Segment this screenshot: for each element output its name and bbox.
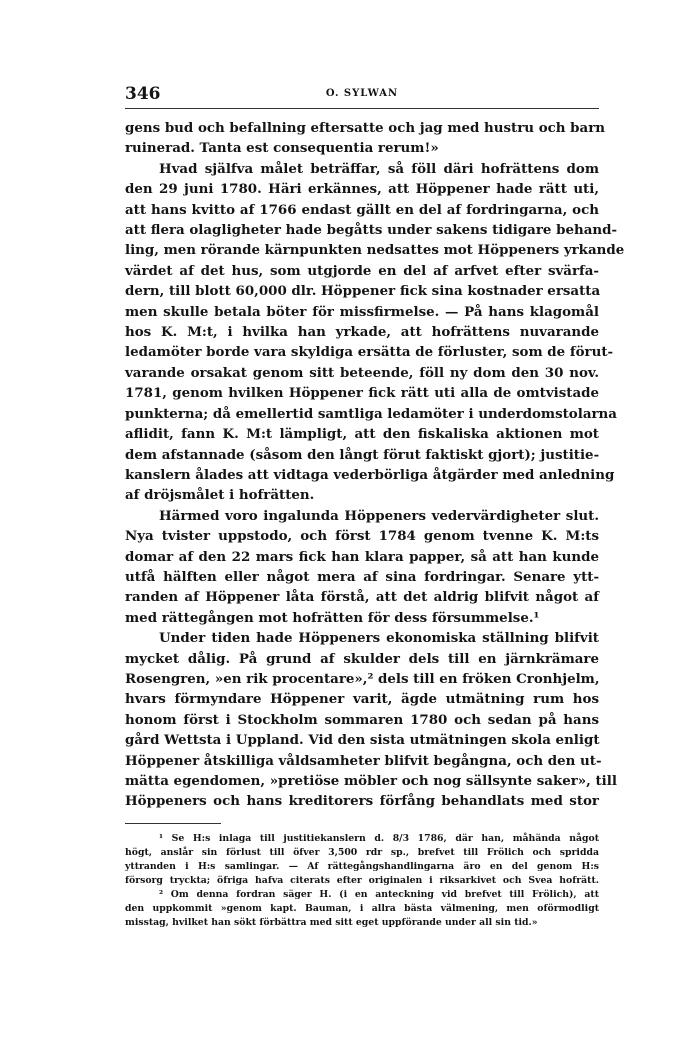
text-line: mätta egendomen, »pretiöse möbler och nog sällsynte saker», till: [125, 773, 617, 789]
page-number: 346: [125, 84, 161, 104]
text-line: ling, men rörande kärnpunkten nedsattes mot Höppeners yrkande: [125, 242, 625, 259]
text-line: hos K. M:t, i hvilka han yrkade, att hofrättens nuvarande: [125, 324, 599, 341]
text-line: randen af Höppener låta förstå, att det aldrig blifvit något af: [125, 589, 599, 606]
text-line: yttranden i H:s samlingar. — Af rättegångshandlingarna äro en del genom H:s: [125, 861, 599, 872]
footnote-rule: [125, 823, 221, 824]
text-line: värdet af det hus, som utgjorde en del af arfvet efter svärfa-: [125, 262, 599, 279]
text-line: dern, till blott 60,000 dlr. Höppener fick sina kostnader ersatta: [125, 283, 601, 300]
text-line: af dröjsmålet i hofrätten.: [125, 487, 315, 504]
text-line: kanslern ålades att vidtaga vederbörliga åtgärder med anledning: [125, 466, 615, 483]
text-line: gård Wettsta i Uppland. Vid den sista utmätningen skola enligt: [125, 732, 600, 749]
text-line: Höppener åtskilliga våldsamheter blifvit begångna, och den ut-: [125, 752, 602, 769]
text-line: Höppeners och hans kreditorers förfång behandlats med stor: [125, 793, 599, 810]
text-line: 1781, genom hvilken Höppener fick rätt uti alla de omtvistade: [125, 385, 599, 402]
text-line: varande orsakat genom sitt beteende, föll ny dom den 30 nov.: [125, 364, 599, 381]
text-line: Hvad själfva målet beträffar, så föll däri hofrättens dom: [159, 160, 599, 177]
text-line: att flera olagligheter hade begåtts under sakens tidigare behand-: [125, 222, 618, 239]
text-line: dem afstannade (såsom den långt förut faktiskt gjort); justitie-: [125, 446, 600, 463]
text-line: misstag, hvilket han sökt förbättra med sitt eget uppförande under all sin tid.»: [125, 917, 538, 928]
text-line: domar af den 22 mars fick han klara papper, så att han kunde: [125, 548, 599, 565]
text-line: punkterna; då emellertid samtliga ledamöter i underdomstolarna: [125, 405, 617, 422]
text-line: utfå hälften eller något mera af sina fordringar. Senare ytt-: [125, 568, 599, 585]
text-line: aflidit, fann K. M:t lämpligt, att den fiskaliska aktionen mot: [125, 426, 599, 443]
body-text: [125, 118, 625, 812]
text-line: hvars förmyndare Höppener varit, ägde utmätning rum hos: [125, 691, 599, 708]
footnotes: [125, 832, 599, 930]
text-line: honom först i Stockholm sommaren 1780 och sedan på hans: [125, 711, 599, 728]
text-line: ² Om denna fordran säger H. (i en anteckning vid brefvet till Frölich), att: [159, 889, 599, 900]
text-line: att hans kvitto af 1766 endast gällt en del af fordringarna, och: [125, 201, 599, 218]
page-header: [125, 84, 599, 109]
text-line: högt, anslår sin förlust till öfver 3,500 rdr sp., brefvet till Frölich och spridda: [125, 847, 599, 858]
text-line: Härmed voro ingalunda Höppeners vedervärdigheter slut.: [159, 507, 599, 524]
text-line: ¹ Se H:s inlaga till justitiekanslern d. 8/3 1786, där han, måhända något: [159, 833, 599, 844]
text-line: den uppkommit »genom kapt. Bauman, i allra bästa välmening, men oförmodligt: [125, 903, 599, 914]
text-line: ruinerad. Tanta est consequentia rerum!»: [125, 140, 439, 157]
text-line: Nya tvister uppstodo, och först 1784 genom tvenne K. M:ts: [125, 528, 599, 545]
text-line: Under tiden hade Höppeners ekonomiska ställning blifvit: [159, 630, 599, 647]
text-line: ledamöter borde vara skyldiga ersätta de förluster, som de förut-: [125, 344, 614, 361]
text-line: mycket dålig. På grund af skulder dels till en järnkrämare: [125, 650, 599, 667]
text-line: gens bud och befallning eftersatte och jag med hustru och barn: [125, 120, 606, 136]
text-line: men skulle betala böter för missfirmelse. — På hans klagomål: [125, 303, 599, 320]
running-head: O. SYLWAN: [325, 88, 399, 99]
text-line: med rättegången mot hofrätten för dess försummelse.¹: [125, 609, 540, 626]
text-line: försorg tryckta; öfriga hafva citerats efter originalen i riksarkivet och Svea hofrätt.: [125, 875, 599, 886]
text-line: den 29 juni 1780. Häri erkännes, att Höppener hade rätt uti,: [125, 181, 599, 198]
text-line: Rosengren, »en rik procentare»,² dels till en fröken Cronhjelm,: [125, 670, 600, 687]
